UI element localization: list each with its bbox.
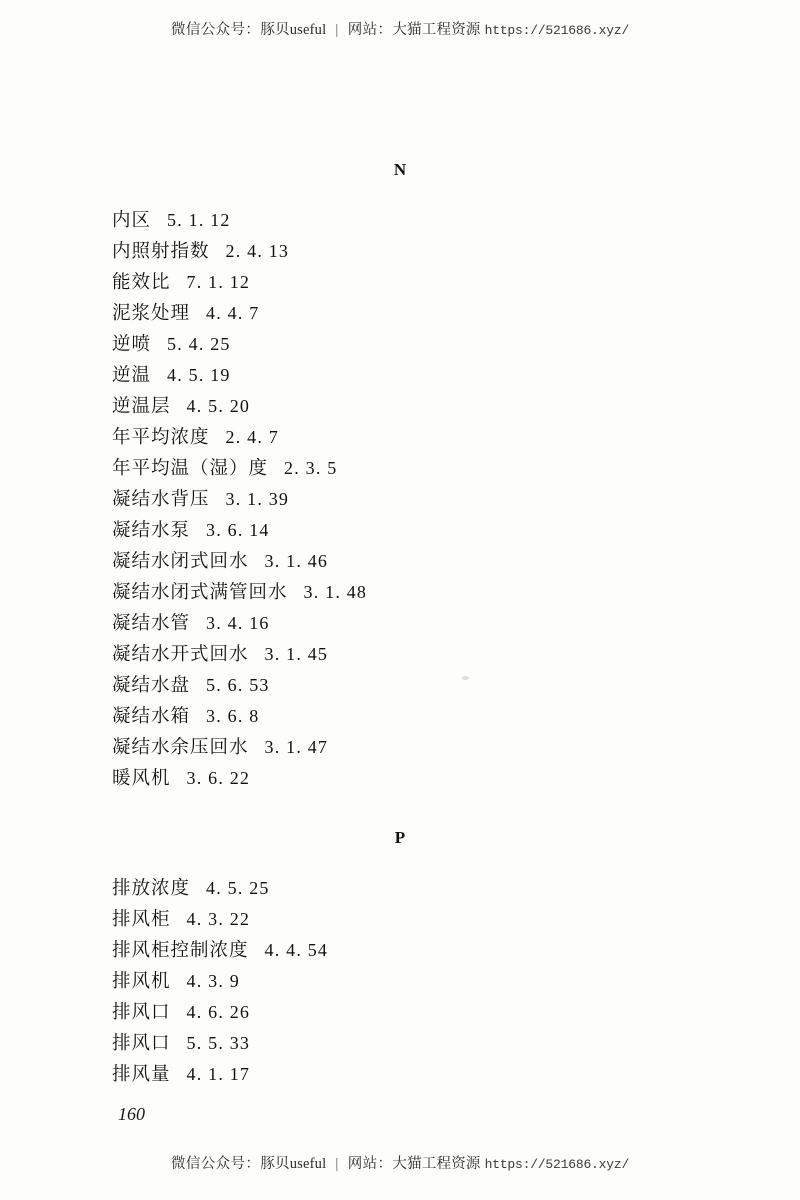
list-item[interactable]	[0, 298, 800, 329]
page-number: 160	[118, 1104, 145, 1124]
list-item[interactable]	[0, 484, 800, 515]
index-clause-number: 4. 5. 20	[186, 396, 251, 416]
index-clause-number: 4. 4. 7	[206, 303, 260, 323]
list-item[interactable]	[0, 1059, 800, 1090]
list-item[interactable]	[0, 873, 800, 904]
index-clause-number: 4. 6. 26	[186, 1002, 251, 1022]
index-clause-number: 4. 1. 17	[186, 1064, 251, 1084]
index-clause-number: 3. 1. 45	[264, 644, 329, 664]
index-clause-number: 4. 3. 9	[186, 971, 240, 991]
index-entry-list-p	[0, 873, 800, 1090]
list-item[interactable]	[0, 577, 800, 608]
watermark-url[interactable]: https://521686.xyz/	[484, 23, 630, 38]
index-clause-number: 2. 3. 5	[284, 458, 338, 478]
index-term: 逆温层	[112, 396, 171, 417]
index-term: 凝结水泵	[112, 520, 191, 541]
index-term: 凝结水闭式回水	[112, 551, 249, 572]
watermark-wechat-name: 豚贝useful	[260, 22, 327, 38]
index-entry-list-n	[0, 205, 800, 794]
index-term: 逆喷	[112, 334, 152, 355]
index-clause-number: 5. 4. 25	[167, 334, 231, 354]
index-term: 凝结水盘	[112, 675, 191, 696]
watermark-site-label: 网站：	[347, 1156, 393, 1172]
index-clause-number: 4. 5. 19	[167, 365, 231, 385]
watermark-site-name: 大猫工程资源	[392, 22, 481, 38]
list-item[interactable]	[0, 391, 800, 422]
index-clause-number: 3. 6. 22	[186, 768, 251, 788]
index-term: 内照射指数	[112, 241, 210, 262]
list-item[interactable]	[0, 639, 800, 670]
index-term: 排风机	[112, 971, 171, 992]
index-term: 排放浓度	[112, 878, 191, 899]
index-term: 凝结水开式回水	[112, 644, 249, 665]
index-clause-number: 5. 5. 33	[186, 1033, 251, 1053]
index-term: 凝结水闭式满管回水	[112, 582, 288, 603]
index-clause-number: 5. 6. 53	[206, 675, 270, 695]
index-clause-number: 2. 4. 7	[225, 427, 279, 447]
watermark-wechat-label: 微信公众号：	[170, 22, 261, 38]
section-heading-n: N	[393, 160, 407, 179]
index-clause-number: 4. 5. 25	[206, 878, 270, 898]
list-item[interactable]	[0, 997, 800, 1028]
watermark-separator: |	[335, 22, 339, 38]
index-term: 年平均温（湿）度	[112, 458, 269, 479]
index-term: 暖风机	[112, 768, 171, 789]
index-clause-number: 3. 1. 39	[225, 489, 290, 509]
list-item[interactable]	[0, 763, 800, 794]
list-item[interactable]	[0, 904, 800, 935]
section-heading-p: P	[394, 828, 406, 847]
index-clause-number: 3. 6. 14	[206, 520, 270, 540]
list-item[interactable]	[0, 701, 800, 732]
index-clause-number: 4. 4. 54	[264, 940, 329, 960]
index-term: 排风柜	[112, 909, 171, 930]
watermark-url[interactable]: https://521686.xyz/	[484, 1157, 630, 1172]
list-item[interactable]	[0, 267, 800, 298]
index-term: 内区	[112, 210, 152, 231]
index-term: 排风柜控制浓度	[112, 940, 249, 961]
index-clause-number: 3. 1. 47	[264, 737, 329, 757]
index-clause-number: 3. 4. 16	[206, 613, 270, 633]
index-clause-number: 5. 1. 12	[167, 210, 231, 230]
index-clause-number: 7. 1. 12	[186, 272, 251, 292]
list-item[interactable]	[0, 453, 800, 484]
index-term: 凝结水背压	[112, 489, 210, 510]
index-clause-number: 3. 1. 48	[303, 582, 368, 602]
watermark-top	[0, 18, 800, 39]
index-term: 逆温	[112, 365, 152, 386]
watermark-bottom	[0, 1152, 800, 1173]
index-term: 凝结水余压回水	[112, 737, 249, 758]
index-clause-number: 2. 4. 13	[225, 241, 290, 261]
list-item[interactable]	[0, 546, 800, 577]
list-item[interactable]	[0, 935, 800, 966]
index-term: 能效比	[112, 272, 171, 293]
list-item[interactable]	[0, 205, 800, 236]
index-clause-number: 3. 6. 8	[206, 706, 260, 726]
list-item[interactable]	[0, 732, 800, 763]
scan-speck	[462, 676, 469, 680]
list-item[interactable]	[0, 515, 800, 546]
list-item[interactable]	[0, 966, 800, 997]
watermark-separator: |	[335, 1156, 339, 1172]
list-item[interactable]	[0, 236, 800, 267]
list-item[interactable]	[0, 360, 800, 391]
index-clause-number: 4. 3. 22	[186, 909, 251, 929]
list-item[interactable]	[0, 422, 800, 453]
list-item[interactable]	[0, 608, 800, 639]
index-term: 泥浆处理	[112, 303, 191, 324]
index-term: 排风口	[112, 1033, 171, 1054]
index-term: 排风量	[112, 1064, 171, 1085]
index-term: 排风口	[112, 1002, 171, 1023]
index-term: 年平均浓度	[112, 427, 210, 448]
list-item[interactable]	[0, 1028, 800, 1059]
watermark-site-name: 大猫工程资源	[392, 1156, 481, 1172]
list-item[interactable]	[0, 670, 800, 701]
index-term: 凝结水管	[112, 613, 191, 634]
list-item[interactable]	[0, 329, 800, 360]
watermark-site-label: 网站：	[347, 22, 393, 38]
index-clause-number: 3. 1. 46	[264, 551, 329, 571]
watermark-wechat-label: 微信公众号：	[170, 1156, 261, 1172]
watermark-wechat-name: 豚贝useful	[260, 1156, 327, 1172]
index-term: 凝结水箱	[112, 706, 191, 727]
